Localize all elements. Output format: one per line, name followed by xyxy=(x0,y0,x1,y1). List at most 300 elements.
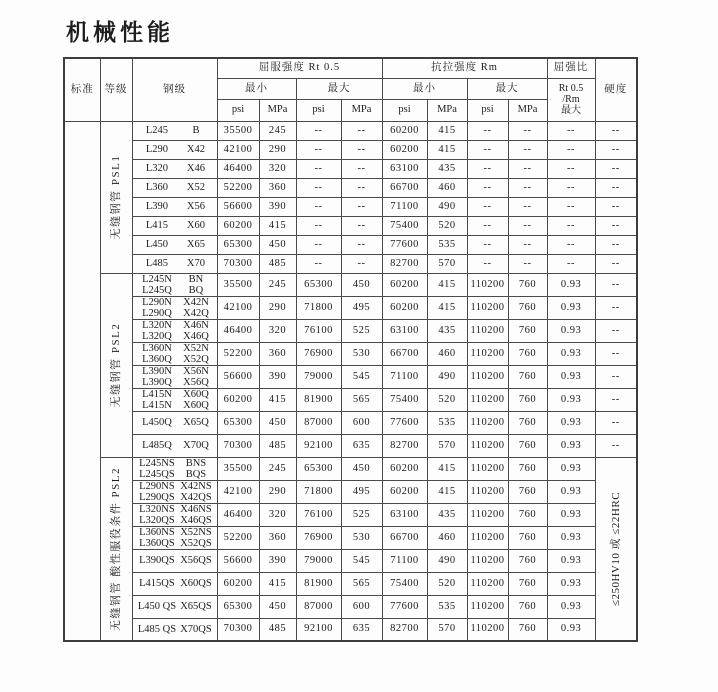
yield-max-psi-cell: -- xyxy=(296,235,341,254)
steel-grade-line xyxy=(136,481,214,492)
yield-min-mpa-cell: 485 xyxy=(259,618,296,641)
tensile-max-psi-cell: -- xyxy=(467,254,508,273)
steel-grade-line xyxy=(136,354,214,365)
steel-grade-right: X60 xyxy=(186,220,205,231)
steel-grade-right: X65 xyxy=(186,239,205,250)
header-row-1 xyxy=(64,58,637,78)
tensile-min-mpa-cell: 520 xyxy=(427,572,467,595)
table-row xyxy=(64,618,637,641)
tensile-min-psi-cell: 71100 xyxy=(382,197,427,216)
tensile-max-psi-cell: 110200 xyxy=(467,365,508,388)
yield-max-mpa-cell: -- xyxy=(341,254,382,273)
table-row xyxy=(64,159,637,178)
steel-grade-left: L320NS xyxy=(139,503,175,515)
yield-ratio-cell: -- xyxy=(547,235,595,254)
yield-min-mpa-cell: 290 xyxy=(259,140,296,159)
steel-grade-line xyxy=(136,331,214,342)
steel-grade-line xyxy=(136,601,214,612)
steel-grade-cell xyxy=(132,273,217,296)
yield-max-psi-cell: 76100 xyxy=(296,319,341,342)
yield-max-psi-cell: -- xyxy=(296,121,341,140)
yield-min-mpa-cell: 320 xyxy=(259,503,296,526)
tensile-min-psi-cell: 60200 xyxy=(382,121,427,140)
steel-grade-left: L360Q xyxy=(142,353,172,365)
steel-grade-cell xyxy=(132,411,217,434)
unit-psi-header: psi xyxy=(296,99,341,121)
tensile-min-mpa-cell: 435 xyxy=(427,159,467,178)
yield-max-mpa-cell: 635 xyxy=(341,434,382,457)
steel-grade-cell xyxy=(132,140,217,159)
yield-min-psi-cell: 70300 xyxy=(217,434,259,457)
steel-grade-left: L320Q xyxy=(142,330,172,342)
tensile-max-psi-cell: 110200 xyxy=(467,388,508,411)
steel-grade-line xyxy=(136,624,214,635)
hardness-cell: -- xyxy=(595,121,637,140)
yield-max-mpa-cell: 525 xyxy=(341,503,382,526)
yield-min-psi-cell: 70300 xyxy=(217,618,259,641)
yield-min-mpa-cell: 485 xyxy=(259,254,296,273)
yield-min-mpa-cell: 245 xyxy=(259,273,296,296)
steel-grade-line xyxy=(136,343,214,354)
tensile-max-psi-cell: 110200 xyxy=(467,618,508,641)
standard-value-cell xyxy=(64,121,100,641)
section-label: 无缝钢管 酸性服役条件 PSL2 xyxy=(109,466,122,631)
yield-min-psi-cell: 65300 xyxy=(217,235,259,254)
steel-grade-cell xyxy=(132,235,217,254)
steel-grade-line xyxy=(136,440,214,451)
table-row xyxy=(64,342,637,365)
yield-max-mpa-cell: 495 xyxy=(341,296,382,319)
tensile-min-psi-cell: 60200 xyxy=(382,296,427,319)
yield-min-mpa-cell: 390 xyxy=(259,365,296,388)
yield-min-psi-cell: 42100 xyxy=(217,480,259,503)
tensile-min-mpa-cell: 520 xyxy=(427,216,467,235)
yield-max-psi-cell: 76900 xyxy=(296,526,341,549)
steel-grade-left: L245N xyxy=(142,273,172,285)
yield-ratio-cell: -- xyxy=(547,140,595,159)
yield-ratio-cell: 0.93 xyxy=(547,365,595,388)
yield-min-psi-cell: 46400 xyxy=(217,503,259,526)
ratio-line-1: Rt 0.5 xyxy=(558,83,584,94)
steel-grade-cell xyxy=(132,365,217,388)
steel-grade-left: L360 xyxy=(145,182,169,193)
tensile-max-mpa-cell: 760 xyxy=(508,549,547,572)
steel-grade-left: L290Q xyxy=(142,307,172,319)
steel-grade-cell xyxy=(132,549,217,572)
table-row xyxy=(64,549,637,572)
steel-grade-line xyxy=(136,239,214,250)
yield-ratio-cell: 0.93 xyxy=(547,411,595,434)
section-label-cell xyxy=(100,457,132,641)
tensile-min-psi-cell: 66700 xyxy=(382,526,427,549)
yield-min-psi-cell: 35500 xyxy=(217,457,259,480)
steel-grade-line xyxy=(136,220,214,231)
yield-min-psi-cell: 42100 xyxy=(217,296,259,319)
steel-grade-right: BQS xyxy=(185,468,207,480)
steel-grade-line xyxy=(136,400,214,411)
steel-grade-left: L290N xyxy=(142,296,172,308)
tensile-max-mpa-cell: -- xyxy=(508,216,547,235)
section-label-cell xyxy=(100,121,132,273)
yield-ratio-cell: 0.93 xyxy=(547,319,595,342)
yield-min-psi-cell: 60200 xyxy=(217,216,259,235)
tensile-max-psi-cell: -- xyxy=(467,197,508,216)
hardness-cell: -- xyxy=(595,434,637,457)
yield-max-psi-cell: -- xyxy=(296,254,341,273)
yield-max-psi-cell: 87000 xyxy=(296,411,341,434)
table-row xyxy=(64,365,637,388)
yield-ratio-header: 屈强比 xyxy=(547,58,595,78)
steel-grade-right: X56Q xyxy=(183,376,209,388)
hardness-merged-cell xyxy=(595,457,637,641)
steel-grade-right: X70QS xyxy=(180,623,212,635)
steel-grade-left: L360QS xyxy=(139,537,175,549)
yield-max-psi-cell: 81900 xyxy=(296,388,341,411)
steel-grade-right: X52Q xyxy=(183,353,209,365)
yield-max-psi-cell: 79000 xyxy=(296,549,341,572)
steel-grade-cell xyxy=(132,457,217,480)
steel-grade-left: L450 xyxy=(145,239,169,250)
yield-max-mpa-cell: 635 xyxy=(341,618,382,641)
yield-min-psi-cell: 46400 xyxy=(217,159,259,178)
tensile-min-mpa-cell: 460 xyxy=(427,342,467,365)
steel-grade-line xyxy=(136,163,214,174)
tensile-min-psi-cell: 66700 xyxy=(382,178,427,197)
tensile-max-psi-cell: 110200 xyxy=(467,342,508,365)
steel-grade-right: X46QS xyxy=(180,514,212,526)
table-row xyxy=(64,197,637,216)
tensile-min-psi-cell: 71100 xyxy=(382,549,427,572)
yield-max-mpa-cell: 600 xyxy=(341,595,382,618)
tensile-min-psi-cell: 77600 xyxy=(382,595,427,618)
yield-min-psi-cell: 52200 xyxy=(217,342,259,365)
unit-psi-header: psi xyxy=(217,99,259,121)
tensile-min-psi-cell: 63100 xyxy=(382,159,427,178)
steel-grade-right: X52NS xyxy=(180,526,212,538)
tensile-min-mpa-cell: 520 xyxy=(427,388,467,411)
steel-grade-line xyxy=(136,285,214,296)
steel-grade-left: L360NS xyxy=(139,526,175,538)
steel-grade-left: L390N xyxy=(142,365,172,377)
yield-min-psi-cell: 56600 xyxy=(217,197,259,216)
steel-grade-cell xyxy=(132,480,217,503)
tensile-max-psi-cell: 110200 xyxy=(467,526,508,549)
yield-ratio-cell: 0.93 xyxy=(547,480,595,503)
yield-ratio-sub-header xyxy=(547,78,595,121)
yield-min-mpa-cell: 390 xyxy=(259,549,296,572)
unit-mpa-header: MPa xyxy=(427,99,467,121)
steel-grade-cell xyxy=(132,319,217,342)
steel-grade-cell xyxy=(132,178,217,197)
tensile-max-mpa-cell: 760 xyxy=(508,434,547,457)
yield-max-psi-cell: 76100 xyxy=(296,503,341,526)
steel-grade-line xyxy=(136,389,214,400)
yield-max-header: 最大 xyxy=(296,78,382,99)
steel-grade-line xyxy=(136,125,214,136)
yield-min-mpa-cell: 245 xyxy=(259,457,296,480)
tensile-max-mpa-cell: 760 xyxy=(508,572,547,595)
tensile-strength-group-header: 抗拉强度 Rm xyxy=(382,58,547,78)
yield-ratio-cell: 0.93 xyxy=(547,595,595,618)
steel-grade-right: X46Q xyxy=(183,330,209,342)
yield-ratio-cell: 0.93 xyxy=(547,572,595,595)
tensile-max-header: 最大 xyxy=(467,78,547,99)
tensile-min-psi-cell: 66700 xyxy=(382,342,427,365)
yield-min-psi-cell: 65300 xyxy=(217,411,259,434)
tensile-max-mpa-cell: 760 xyxy=(508,296,547,319)
yield-max-mpa-cell: -- xyxy=(341,235,382,254)
tensile-min-mpa-cell: 535 xyxy=(427,595,467,618)
yield-max-psi-cell: 76900 xyxy=(296,342,341,365)
tensile-max-psi-cell: -- xyxy=(467,235,508,254)
tensile-max-psi-cell: 110200 xyxy=(467,296,508,319)
steel-grade-right: X60Q xyxy=(183,388,209,400)
yield-min-mpa-cell: 450 xyxy=(259,235,296,254)
steel-grade-right: X42QS xyxy=(180,491,212,503)
hardness-cell: -- xyxy=(595,319,637,342)
steel-grade-cell xyxy=(132,388,217,411)
yield-max-mpa-cell: -- xyxy=(341,121,382,140)
tensile-max-mpa-cell: 760 xyxy=(508,595,547,618)
yield-ratio-cell: 0.93 xyxy=(547,434,595,457)
steel-grade-left: L415N xyxy=(142,399,172,411)
tensile-max-psi-cell: 110200 xyxy=(467,319,508,342)
page-title: 机械性能 xyxy=(66,20,174,45)
unit-mpa-header: MPa xyxy=(341,99,382,121)
steel-grade-left: L320 xyxy=(145,163,169,174)
yield-ratio-cell: -- xyxy=(547,254,595,273)
steel-grade-left: L415QS xyxy=(139,578,175,589)
steel-grade-line xyxy=(136,538,214,549)
tensile-min-psi-cell: 71100 xyxy=(382,365,427,388)
yield-min-mpa-cell: 450 xyxy=(259,411,296,434)
tensile-max-mpa-cell: 760 xyxy=(508,342,547,365)
tensile-max-psi-cell: -- xyxy=(467,121,508,140)
tensile-min-mpa-cell: 460 xyxy=(427,526,467,549)
tensile-max-psi-cell: 110200 xyxy=(467,411,508,434)
tensile-max-mpa-cell: 760 xyxy=(508,273,547,296)
yield-max-mpa-cell: 565 xyxy=(341,388,382,411)
tensile-min-header: 最小 xyxy=(382,78,467,99)
table-row xyxy=(64,388,637,411)
tensile-max-psi-cell: 110200 xyxy=(467,595,508,618)
steel-grade-left: L245 xyxy=(145,125,169,136)
table-row xyxy=(64,121,637,140)
yield-ratio-cell: 0.93 xyxy=(547,618,595,641)
steel-grade-cell xyxy=(132,197,217,216)
table-row xyxy=(64,595,637,618)
steel-grade-left: L390 xyxy=(145,201,169,212)
tensile-max-mpa-cell: -- xyxy=(508,140,547,159)
yield-max-psi-cell: 92100 xyxy=(296,434,341,457)
tensile-max-psi-cell: -- xyxy=(467,159,508,178)
yield-max-mpa-cell: 530 xyxy=(341,526,382,549)
steel-grade-right: X56 xyxy=(186,201,205,212)
yield-min-mpa-cell: 485 xyxy=(259,434,296,457)
yield-min-psi-cell: 42100 xyxy=(217,140,259,159)
hardness-cell: -- xyxy=(595,140,637,159)
yield-min-mpa-cell: 360 xyxy=(259,342,296,365)
steel-grade-right: BNS xyxy=(185,457,207,469)
steel-grade-left: L360N xyxy=(142,342,172,354)
steel-grade-cell xyxy=(132,121,217,140)
tensile-min-mpa-cell: 415 xyxy=(427,480,467,503)
yield-min-mpa-cell: 450 xyxy=(259,595,296,618)
steel-grade-left: L485 xyxy=(145,258,169,269)
yield-max-mpa-cell: 495 xyxy=(341,480,382,503)
steel-grade-left: L390Q xyxy=(142,376,172,388)
tensile-min-mpa-cell: 570 xyxy=(427,254,467,273)
hardness-cell: -- xyxy=(595,411,637,434)
steel-grade-cell xyxy=(132,618,217,641)
steel-grade-cell xyxy=(132,595,217,618)
steel-grade-line xyxy=(136,308,214,319)
table-row xyxy=(64,235,637,254)
tensile-min-psi-cell: 82700 xyxy=(382,254,427,273)
yield-max-mpa-cell: 530 xyxy=(341,342,382,365)
ratio-line-3: 最大 xyxy=(561,105,581,116)
table-row xyxy=(64,503,637,526)
section-label: 无缝钢管 PSL2 xyxy=(109,322,122,408)
tensile-min-mpa-cell: 570 xyxy=(427,618,467,641)
yield-max-psi-cell: 65300 xyxy=(296,457,341,480)
tensile-max-mpa-cell: 760 xyxy=(508,618,547,641)
section-label-cell xyxy=(100,273,132,457)
steel-grade-cell xyxy=(132,159,217,178)
tensile-min-psi-cell: 63100 xyxy=(382,319,427,342)
mechanical-properties-table xyxy=(63,57,638,642)
hardness-cell: -- xyxy=(595,273,637,296)
table-row xyxy=(64,457,637,480)
yield-ratio-cell: 0.93 xyxy=(547,273,595,296)
tensile-max-mpa-cell: -- xyxy=(508,178,547,197)
steel-grade-left: L290QS xyxy=(139,491,175,503)
hardness-cell: -- xyxy=(595,216,637,235)
yield-min-header: 最小 xyxy=(217,78,296,99)
tensile-max-mpa-cell: -- xyxy=(508,121,547,140)
steel-grade-left: L415N xyxy=(142,388,172,400)
tensile-min-mpa-cell: 415 xyxy=(427,121,467,140)
steel-grade-line xyxy=(136,201,214,212)
tensile-min-psi-cell: 60200 xyxy=(382,273,427,296)
steel-grade-line xyxy=(136,578,214,589)
steel-grade-line xyxy=(136,258,214,269)
hardness-cell: -- xyxy=(595,159,637,178)
yield-max-mpa-cell: 450 xyxy=(341,457,382,480)
yield-ratio-cell: 0.93 xyxy=(547,342,595,365)
steel-grade-right: X56QS xyxy=(180,555,212,566)
steel-grade-left: L245QS xyxy=(139,468,175,480)
yield-max-mpa-cell: -- xyxy=(341,178,382,197)
table-row xyxy=(64,296,637,319)
tensile-min-mpa-cell: 415 xyxy=(427,296,467,319)
steel-grade-right: X46 xyxy=(186,163,205,174)
tensile-min-psi-cell: 77600 xyxy=(382,411,427,434)
steel-grade-left: L290NS xyxy=(139,480,175,492)
yield-ratio-cell: -- xyxy=(547,178,595,197)
table-row xyxy=(64,526,637,549)
yield-min-mpa-cell: 415 xyxy=(259,572,296,595)
tensile-min-mpa-cell: 490 xyxy=(427,365,467,388)
yield-min-mpa-cell: 290 xyxy=(259,480,296,503)
tensile-min-psi-cell: 60200 xyxy=(382,140,427,159)
yield-min-mpa-cell: 360 xyxy=(259,526,296,549)
steel-grade-line xyxy=(136,182,214,193)
steel-grade-cell xyxy=(132,216,217,235)
steel-grade-line xyxy=(136,144,214,155)
steel-grade-right: X46N xyxy=(183,319,209,331)
tensile-max-mpa-cell: 760 xyxy=(508,503,547,526)
tensile-max-psi-cell: -- xyxy=(467,178,508,197)
steel-grade-left: L450 QS xyxy=(137,601,177,612)
tensile-max-mpa-cell: -- xyxy=(508,235,547,254)
tensile-min-mpa-cell: 535 xyxy=(427,411,467,434)
tensile-min-mpa-cell: 490 xyxy=(427,197,467,216)
yield-min-psi-cell: 52200 xyxy=(217,178,259,197)
steel-grade-left: L290 xyxy=(145,144,169,155)
table-row xyxy=(64,216,637,235)
hardness-cell: -- xyxy=(595,178,637,197)
yield-max-mpa-cell: 525 xyxy=(341,319,382,342)
yield-min-mpa-cell: 320 xyxy=(259,319,296,342)
steel-grade-line xyxy=(136,274,214,285)
steel-grade-cell xyxy=(132,254,217,273)
tensile-min-psi-cell: 75400 xyxy=(382,572,427,595)
tensile-max-mpa-cell: 760 xyxy=(508,365,547,388)
steel-grade-line xyxy=(136,320,214,331)
hardness-requirement: ≤250HV10 或 ≤22HRC xyxy=(609,491,622,606)
steel-grade-right: X60QS xyxy=(180,578,212,589)
tensile-min-mpa-cell: 435 xyxy=(427,503,467,526)
yield-ratio-cell: 0.93 xyxy=(547,457,595,480)
yield-max-mpa-cell: -- xyxy=(341,140,382,159)
yield-ratio-cell: 0.93 xyxy=(547,526,595,549)
tensile-max-mpa-cell: 760 xyxy=(508,388,547,411)
yield-max-psi-cell: 79000 xyxy=(296,365,341,388)
yield-max-mpa-cell: 545 xyxy=(341,549,382,572)
tensile-max-psi-cell: 110200 xyxy=(467,434,508,457)
yield-min-psi-cell: 70300 xyxy=(217,254,259,273)
steel-grade-line xyxy=(136,417,214,428)
tensile-min-mpa-cell: 415 xyxy=(427,140,467,159)
steel-grade-line xyxy=(136,366,214,377)
steel-grade-right: X70 xyxy=(186,258,205,269)
steel-grade-cell xyxy=(132,434,217,457)
yield-ratio-cell: 0.93 xyxy=(547,549,595,572)
yield-ratio-cell: -- xyxy=(547,197,595,216)
steel-grade-left: L320N xyxy=(142,319,172,331)
table-row xyxy=(64,434,637,457)
steel-grade-line xyxy=(136,458,214,469)
standard-column-header: 标准 xyxy=(64,58,100,121)
yield-min-psi-cell: 60200 xyxy=(217,388,259,411)
yield-max-psi-cell: -- xyxy=(296,216,341,235)
hardness-cell: -- xyxy=(595,254,637,273)
yield-min-psi-cell: 56600 xyxy=(217,365,259,388)
table-row xyxy=(64,411,637,434)
tensile-max-psi-cell: 110200 xyxy=(467,572,508,595)
ratio-line-2: /Rm xyxy=(562,94,580,105)
yield-min-mpa-cell: 245 xyxy=(259,121,296,140)
yield-max-psi-cell: 71800 xyxy=(296,480,341,503)
tensile-min-psi-cell: 60200 xyxy=(382,457,427,480)
tensile-max-psi-cell: -- xyxy=(467,140,508,159)
tensile-min-psi-cell: 82700 xyxy=(382,434,427,457)
steel-grade-right: X60Q xyxy=(183,399,209,411)
steel-grade-cell xyxy=(132,526,217,549)
steel-grade-line xyxy=(136,492,214,503)
yield-ratio-cell: 0.93 xyxy=(547,503,595,526)
